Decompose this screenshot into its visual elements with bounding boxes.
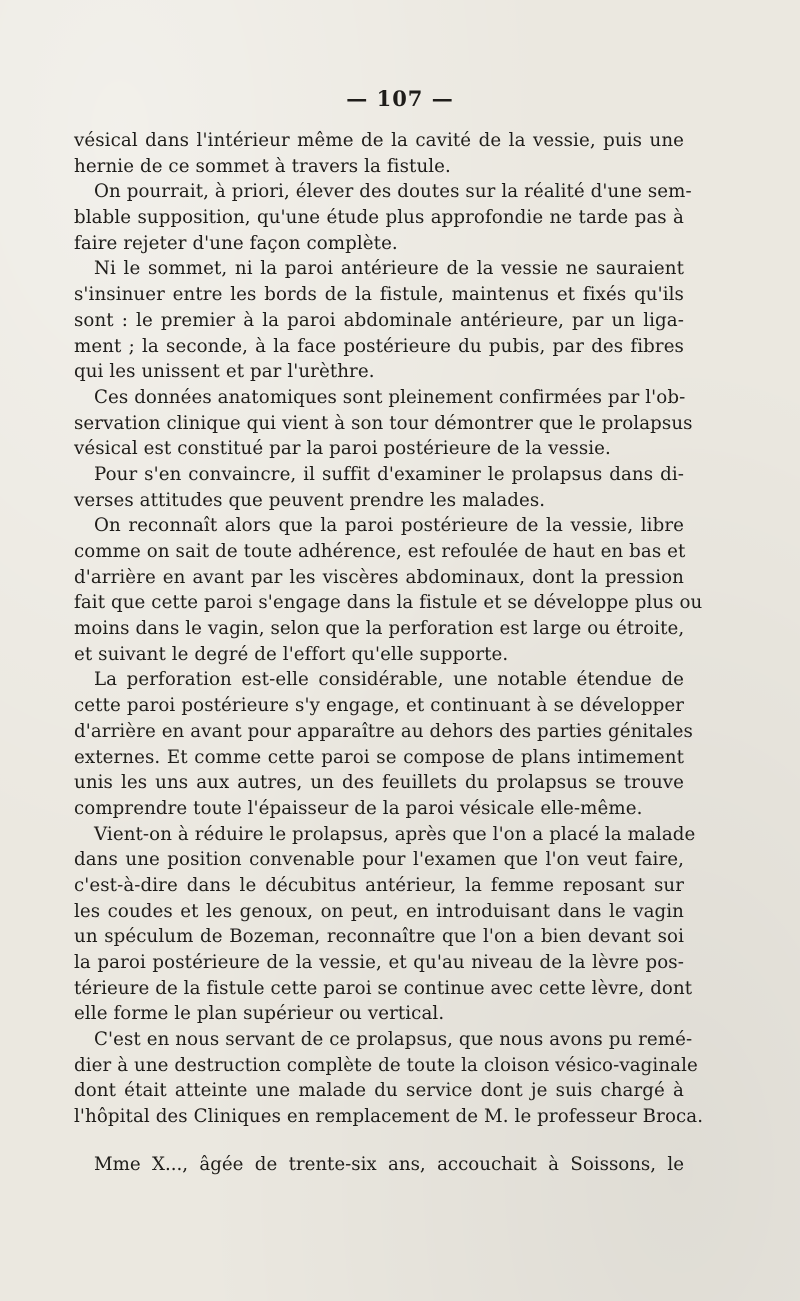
text-line: les coudes et les genoux, on peut, en introduisant dans le vagin (74, 900, 684, 922)
text-line: dont était atteinte une malade du service dont je suis chargé à (74, 1080, 684, 1102)
text-line: c'est-à-dire dans le décubitus antérieur, la femme reposant sur (74, 874, 684, 896)
text-line: On reconnaît alors que la paroi postérieure de la vessie, libre (94, 515, 684, 537)
page-number: — 107 — (346, 86, 454, 111)
text-line: sont : le premier à la paroi abdominale antérieure, par un liga- (74, 309, 684, 331)
text-line: faire rejeter d'une façon complète. (74, 232, 398, 254)
text-line: s'insinuer entre les bords de la fistule, maintenus et fixés qu'ils (74, 284, 684, 306)
text-line: Vient-on à réduire le prolapsus, après que l'on a placé la malade (94, 823, 696, 845)
text-line: moins dans le vagin, selon que la perforation est large ou étroite, (74, 618, 685, 640)
text-line: fait que cette paroi s'engage dans la fistule et se développe plus ou (74, 592, 703, 614)
paragraph (74, 513, 703, 667)
paragraph (74, 179, 692, 256)
paragraph (74, 256, 684, 384)
text-line: d'arrière en avant pour apparaître au dehors des parties génitales (74, 720, 693, 742)
text-line: Ces données anatomiques sont pleinement confirmées par l'ob- (94, 386, 686, 408)
text-line: et suivant le degré de l'effort qu'elle supporte. (74, 643, 509, 665)
paragraph (74, 385, 693, 462)
text-line: d'arrière en avant par les viscères abdominaux, dont la pression (74, 566, 684, 588)
text-line: vésical dans l'intérieur même de la cavité de la vessie, puis une (74, 130, 684, 151)
text-line: comme on sait de toute adhérence, est refoulée de haut en bas et (74, 541, 686, 562)
text-line: comprendre toute l'épaisseur de la paroi vésicale elle-même. (74, 797, 643, 819)
text-line: la paroi postérieure de la vessie, et qu'au niveau de la lèvre pos- (74, 952, 684, 973)
case-intro-line: Mme X..., âgée de trente-six ans, accouchait à Soissons, le (94, 1153, 684, 1175)
text-line: un spéculum de Bozeman, reconnaître que l'on a bien devant soi (74, 926, 684, 948)
text-line: hernie de ce sommet à travers la fistule. (74, 155, 451, 177)
text-line: Pour s'en convaincre, il suffit d'examiner le prolapsus dans di- (94, 463, 684, 485)
text-line: C'est en nous servant de ce prolapsus, que nous avons pu remé- (94, 1029, 693, 1051)
text-line: qui les unissent et par l'urèthre. (74, 361, 375, 383)
paragraph (74, 822, 696, 1028)
text-line: dans une position convenable pour l'examen que l'on veut faire, (74, 849, 684, 871)
text-line: ment ; la seconde, à la face postérieure du pubis, par des fibres (74, 335, 684, 357)
text-line: elle forme le plan supérieur ou vertical. (74, 1003, 445, 1025)
section-gap (74, 1130, 684, 1152)
text-line: verses attitudes que peuvent prendre les malades. (74, 489, 546, 511)
text-line: unis les uns aux autres, un des feuillets du prolapsus se trouve (74, 772, 684, 794)
text-line: cette paroi postérieure s'y engage, et continuant à se développer (74, 695, 684, 717)
text-line: On pourrait, à priori, élever des doutes sur la réalité d'une sem- (94, 181, 692, 203)
paragraph (74, 462, 684, 513)
text-line: l'hôpital des Cliniques en remplacement de M. le professeur Broca. (74, 1106, 704, 1128)
paragraph (74, 128, 684, 179)
paragraph (74, 1027, 704, 1130)
text-line: dier à une destruction complète de toute la cloison vésico-vaginale (74, 1054, 698, 1076)
text-line: Ni le sommet, ni la paroi antérieure de la vessie ne sauraient (94, 258, 684, 280)
body-text (74, 128, 704, 1178)
text-line: térieure de la fistule cette paroi se continue avec cette lèvre, dont (74, 977, 693, 999)
paragraph (74, 667, 693, 821)
text-line: La perforation est-elle considérable, une notable étendue de (94, 669, 684, 691)
text-line: externes. Et comme cette paroi se compose de plans intimement (74, 746, 684, 768)
text-line: vésical est constitué par la paroi postérieure de la vessie. (74, 438, 611, 460)
text-line: servation clinique qui vient à son tour démontrer que le prolapsus (74, 412, 693, 434)
text-line: blable supposition, qu'une étude plus approfondie ne tarde pas à (74, 207, 684, 229)
